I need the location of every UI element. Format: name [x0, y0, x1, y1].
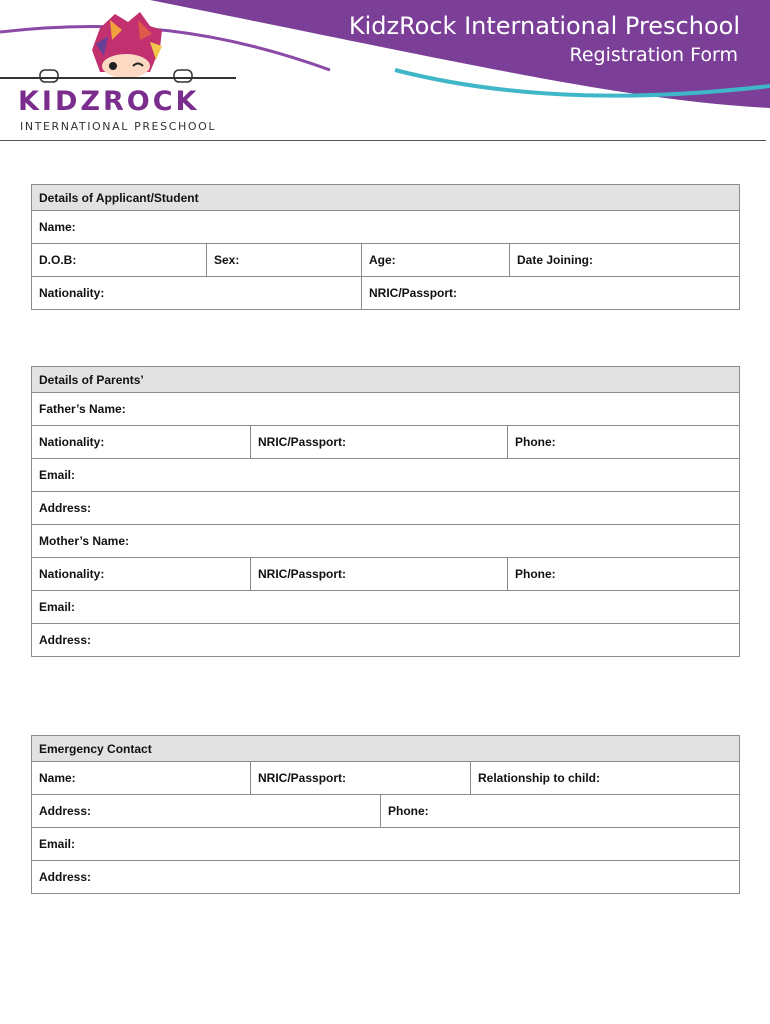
- emergency-email-field[interactable]: Email:: [32, 828, 740, 861]
- applicant-section-heading: Details of Applicant/Student: [32, 185, 740, 211]
- header-divider: [0, 140, 766, 141]
- student-nationality-field[interactable]: Nationality:: [32, 277, 362, 310]
- father-name-field[interactable]: Father’s Name:: [32, 393, 740, 426]
- father-address-field[interactable]: Address:: [32, 492, 740, 525]
- father-nationality-field[interactable]: Nationality:: [32, 426, 251, 459]
- student-nric-field[interactable]: NRIC/Passport:: [362, 277, 740, 310]
- logo-subtext: INTERNATIONAL PRESCHOOL: [20, 120, 217, 133]
- page-header: [0, 0, 770, 145]
- emergency-name-field[interactable]: Name:: [32, 762, 251, 795]
- emergency-address2-field[interactable]: Address:: [32, 861, 740, 894]
- student-age-field[interactable]: Age:: [362, 244, 510, 277]
- school-title: KidzRock International Preschool: [348, 12, 740, 40]
- emergency-section-heading: Emergency Contact: [32, 736, 740, 762]
- father-phone-field[interactable]: Phone:: [508, 426, 740, 459]
- mascot-logo-icon: [0, 12, 236, 82]
- emergency-nric-field[interactable]: NRIC/Passport:: [251, 762, 471, 795]
- emergency-address-field[interactable]: Address:: [32, 795, 381, 828]
- student-date-joining-field[interactable]: Date Joining:: [510, 244, 740, 277]
- form-title: Registration Form: [569, 44, 738, 66]
- mother-address-field[interactable]: Address:: [32, 624, 740, 657]
- logo-wordmark: KIDZROCK: [18, 86, 200, 117]
- emergency-section: [31, 735, 740, 894]
- mother-nric-field[interactable]: NRIC/Passport:: [251, 558, 508, 591]
- mother-email-field[interactable]: Email:: [32, 591, 740, 624]
- father-email-field[interactable]: Email:: [32, 459, 740, 492]
- student-name-field[interactable]: Name:: [32, 211, 740, 244]
- student-sex-field[interactable]: Sex:: [207, 244, 362, 277]
- emergency-phone-field[interactable]: Phone:: [381, 795, 740, 828]
- mother-phone-field[interactable]: Phone:: [508, 558, 740, 591]
- parents-section: [31, 366, 740, 657]
- parents-section-heading: Details of Parents’: [32, 367, 740, 393]
- applicant-section: [31, 184, 740, 310]
- mother-nationality-field[interactable]: Nationality:: [32, 558, 251, 591]
- mother-name-field[interactable]: Mother’s Name:: [32, 525, 740, 558]
- father-nric-field[interactable]: NRIC/Passport:: [251, 426, 508, 459]
- emergency-relationship-field[interactable]: Relationship to child:: [471, 762, 740, 795]
- student-dob-field[interactable]: D.O.B:: [32, 244, 207, 277]
